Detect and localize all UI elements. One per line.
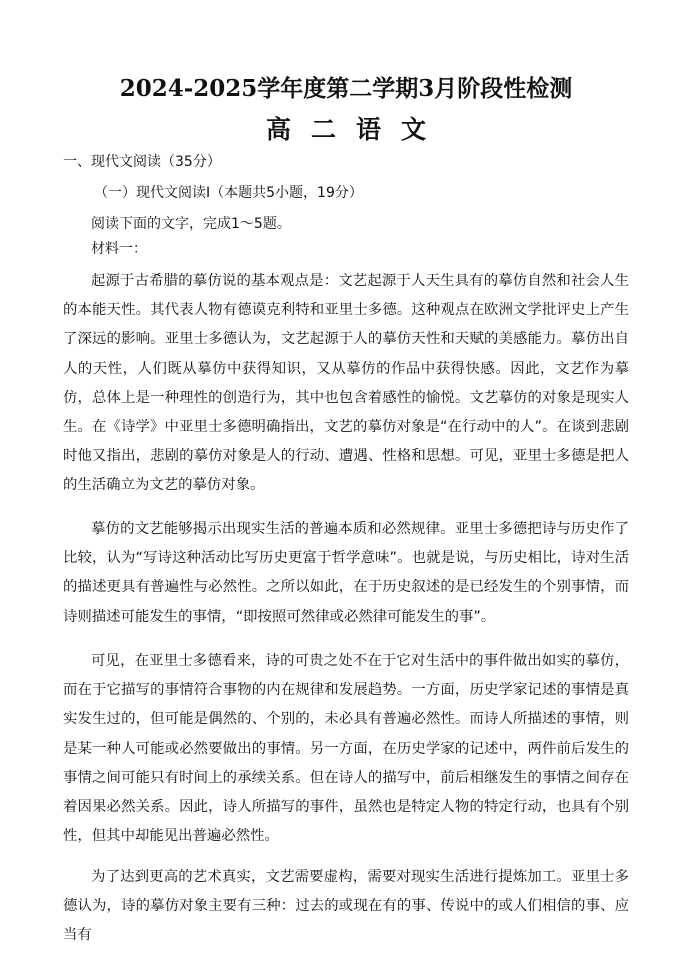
section-heading: 一、现代文阅读（35分）: [63, 154, 221, 170]
subject-title: 高二语文: [265, 115, 446, 144]
passage-paragraph-4: 为了达到更高的艺术真实，文艺需要虚构，需要对现实生活进行提炼加工。亚里士多德认为，诗的摹仿对象主要有三种：过去的或现在有的事、传说中的或人们相信的事、应当有: [63, 869, 629, 944]
passage-paragraph-1: 起源于古希腊的摹仿说的基本观点是：文艺起源于人天生具有的摹仿自然和社会人生的本能天性。其代表人物有德谟克利特和亚里士多德。这种观点在欧洲文学批评史上产生了深远的影响。亚里士多德认为，文艺起源于人的摹仿天性和天赋的美感能力。摹仿出自人的天性，人们既从摹仿中获得知识，又从摹仿的作品中获得快感。因此，文艺作为摹仿，总体上是一种理性的创造行为，其中也包含着感性的愉悦。文艺摹仿的对象是现实人生。在《诗学》中亚里士多德明确指出，文艺的摹仿对象是“在行动中的人”。在谈到悲剧时他又指出，悲剧的摹仿对象是人的行动、遭遇、性格和思想。可见，亚里士多德是把人的生活确立为文艺的摹仿对象。: [63, 273, 629, 494]
passage-paragraph-2: 摹仿的文艺能够揭示出现实生活的普遍本质和必然规律。亚里士多德把诗与历史作了比较，认为“写诗这种活动比写历史更富于哲学意味”。也就是说，与历史相比，诗对生活的描述更具有普遍性与必然性。之所以如此，在于历史叙述的是已经发生的个别事情，而诗则描述可能发生的事情，“即按照可然律或必然律可能发生的事”。: [63, 521, 629, 625]
passage-paragraph-3: 可见，在亚里士多德看来，诗的可贵之处不在于它对生活中的事件做出如实的摹仿，而在于它描写的事情符合事物的内在规律和发展趋势。一方面，历史学家记述的事情是真实发生过的，但可能是偶然的、个别的，未必具有普遍必然性。而诗人所描述的事情，则是某一种人可能或必然要做出的事情。另一方面，在历史学家的记述中，两件前后发生的事情之间可能只有时间上的承续关系。但在诗人的描写中，前后相继发生的事情之间存在着因果必然关系。因此，诗人所描写的事件，虽然也是特定人物的特定行动，也具有个别性，但其中却能见出普遍必然性。: [63, 653, 629, 845]
reading-instruction: 阅读下面的文字，完成1～5题。: [91, 216, 291, 232]
material-label: 材料一：: [91, 241, 147, 257]
subsection-heading: （一）现代文阅读Ⅰ（本题共5小题，19分）: [94, 185, 363, 201]
exam-title: 2024-2025学年度第二学期3月阶段性检测: [119, 75, 573, 102]
